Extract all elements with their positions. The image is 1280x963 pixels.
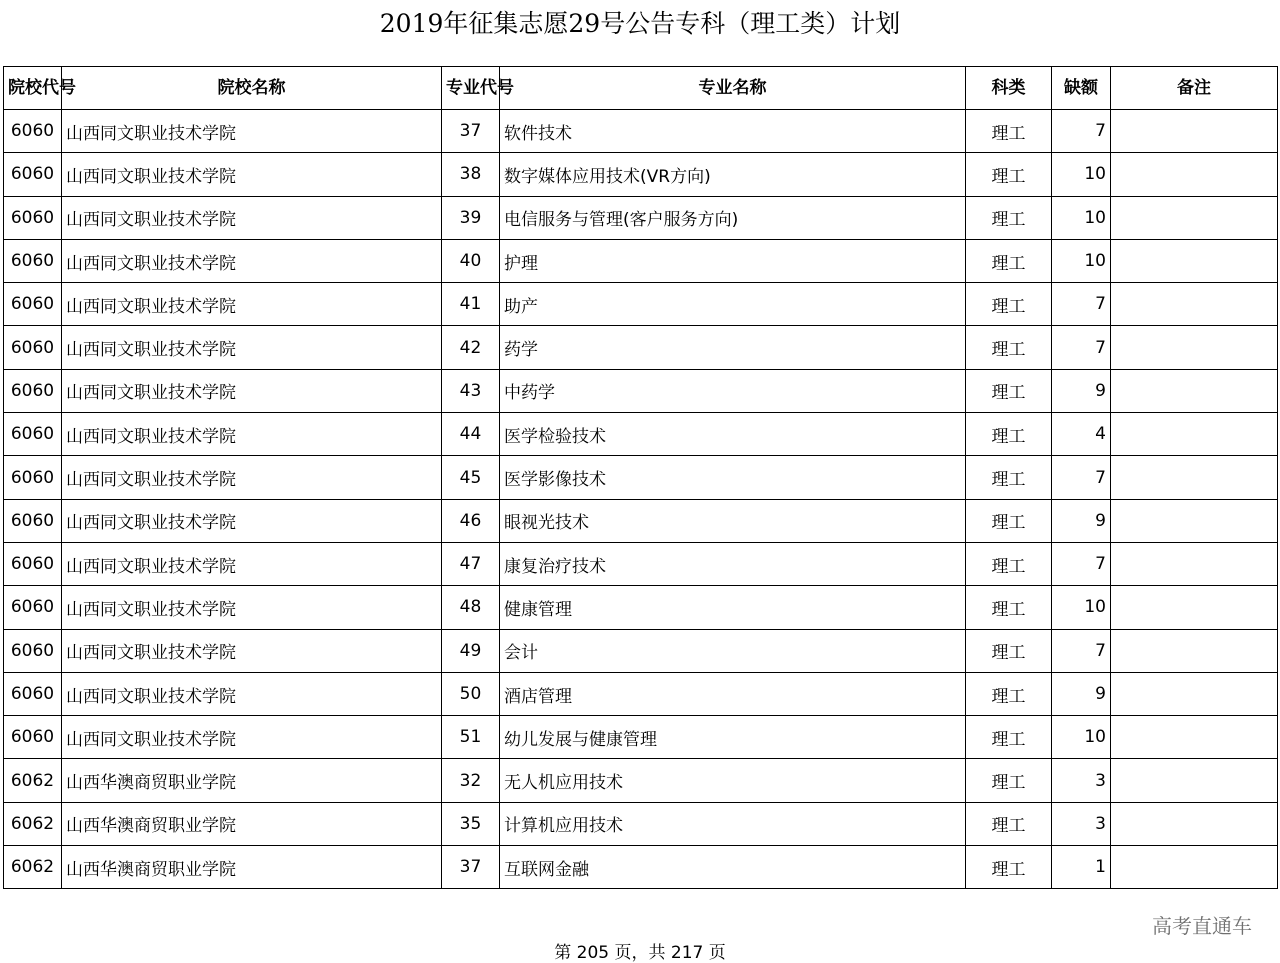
table-row [4,283,1278,326]
cell-major-code: 37 [442,846,500,889]
cell-school-code: 6060 [4,239,62,282]
cell-category: 理工 [966,110,1052,153]
table-row [4,456,1278,499]
cell-major-name: 康复治疗技术 [500,542,966,585]
header-category: 科类 [966,67,1052,110]
cell-school-code: 6062 [4,846,62,889]
table-row [4,153,1278,196]
cell-note [1111,629,1278,672]
cell-category: 理工 [966,629,1052,672]
cell-school-name: 山西同文职业技术学院 [62,369,442,412]
cell-school-code: 6062 [4,802,62,845]
cell-school-name: 山西同文职业技术学院 [62,629,442,672]
cell-school-code: 6060 [4,456,62,499]
table-row [4,326,1278,369]
header-major-code: 专业代号 [442,67,500,110]
cell-major-name: 计算机应用技术 [500,802,966,845]
cell-category: 理工 [966,196,1052,239]
cell-note [1111,326,1278,369]
cell-category: 理工 [966,456,1052,499]
cell-school-code: 6060 [4,672,62,715]
cell-quota: 7 [1052,326,1111,369]
header-major-name: 专业名称 [500,67,966,110]
cell-school-code: 6060 [4,110,62,153]
cell-major-name: 护理 [500,239,966,282]
cell-major-name: 无人机应用技术 [500,759,966,802]
cell-major-code: 47 [442,542,500,585]
cell-major-name: 软件技术 [500,110,966,153]
cell-note [1111,413,1278,456]
cell-major-name: 酒店管理 [500,672,966,715]
cell-note [1111,283,1278,326]
cell-category: 理工 [966,542,1052,585]
cell-quota: 7 [1052,629,1111,672]
table-row [4,586,1278,629]
table-header-row [4,67,1278,110]
cell-quota: 4 [1052,413,1111,456]
cell-school-name: 山西同文职业技术学院 [62,413,442,456]
header-note: 备注 [1111,67,1278,110]
cell-school-code: 6060 [4,586,62,629]
cell-quota: 1 [1052,846,1111,889]
cell-major-code: 35 [442,802,500,845]
cell-major-code: 51 [442,716,500,759]
cell-school-name: 山西同文职业技术学院 [62,153,442,196]
cell-category: 理工 [966,716,1052,759]
cell-category: 理工 [966,369,1052,412]
table-row [4,369,1278,412]
cell-note [1111,802,1278,845]
cell-note [1111,239,1278,282]
cell-note [1111,672,1278,715]
table-row [4,499,1278,542]
cell-category: 理工 [966,672,1052,715]
cell-quota: 10 [1052,586,1111,629]
cell-note [1111,716,1278,759]
cell-school-code: 6062 [4,759,62,802]
cell-quota: 3 [1052,802,1111,845]
cell-major-code: 45 [442,456,500,499]
table-row [4,542,1278,585]
cell-major-code: 39 [442,196,500,239]
table-row [4,239,1278,282]
cell-quota: 10 [1052,153,1111,196]
table-row [4,629,1278,672]
cell-quota: 7 [1052,110,1111,153]
cell-category: 理工 [966,153,1052,196]
page-title: 2019年征集志愿29号公告专科（理工类）计划 [379,9,901,38]
table-row [4,413,1278,456]
cell-school-name: 山西华澳商贸职业学院 [62,802,442,845]
table-row [4,846,1278,889]
cell-category: 理工 [966,802,1052,845]
cell-quota: 10 [1052,716,1111,759]
cell-category: 理工 [966,759,1052,802]
table-row [4,759,1278,802]
cell-school-code: 6060 [4,153,62,196]
cell-school-code: 6060 [4,499,62,542]
cell-school-name: 山西华澳商贸职业学院 [62,759,442,802]
cell-school-code: 6060 [4,283,62,326]
table-row [4,716,1278,759]
table-body [4,110,1278,889]
header-quota: 缺额 [1052,67,1111,110]
cell-quota: 9 [1052,369,1111,412]
cell-quota: 10 [1052,239,1111,282]
cell-major-name: 中药学 [500,369,966,412]
cell-category: 理工 [966,283,1052,326]
watermark-text: 高考直通车 [1152,914,1252,938]
cell-note [1111,456,1278,499]
table-row [4,110,1278,153]
page-footer: 第 205 页，共 217 页 [554,943,726,963]
table-row [4,802,1278,845]
cell-major-name: 药学 [500,326,966,369]
cell-school-name: 山西同文职业技术学院 [62,456,442,499]
cell-major-code: 40 [442,239,500,282]
table-row [4,196,1278,239]
cell-school-code: 6060 [4,369,62,412]
cell-major-code: 48 [442,586,500,629]
cell-major-name: 互联网金融 [500,846,966,889]
cell-quota: 7 [1052,542,1111,585]
cell-note [1111,110,1278,153]
cell-category: 理工 [966,846,1052,889]
cell-quota: 9 [1052,499,1111,542]
cell-major-name: 眼视光技术 [500,499,966,542]
cell-note [1111,846,1278,889]
cell-category: 理工 [966,413,1052,456]
cell-quota: 7 [1052,283,1111,326]
cell-school-name: 山西同文职业技术学院 [62,586,442,629]
cell-school-name: 山西同文职业技术学院 [62,542,442,585]
cell-school-name: 山西同文职业技术学院 [62,110,442,153]
cell-category: 理工 [966,326,1052,369]
cell-major-name: 医学检验技术 [500,413,966,456]
header-school-name: 院校名称 [62,67,442,110]
cell-major-name: 助产 [500,283,966,326]
cell-note [1111,153,1278,196]
cell-school-name: 山西华澳商贸职业学院 [62,846,442,889]
cell-major-code: 43 [442,369,500,412]
cell-major-name: 电信服务与管理(客户服务方向) [500,196,966,239]
cell-major-code: 38 [442,153,500,196]
cell-school-code: 6060 [4,629,62,672]
cell-school-name: 山西同文职业技术学院 [62,499,442,542]
cell-note [1111,759,1278,802]
cell-school-name: 山西同文职业技术学院 [62,239,442,282]
cell-school-code: 6060 [4,196,62,239]
cell-major-name: 数字媒体应用技术(VR方向) [500,153,966,196]
cell-major-code: 50 [442,672,500,715]
cell-school-code: 6060 [4,326,62,369]
cell-major-code: 46 [442,499,500,542]
cell-school-name: 山西同文职业技术学院 [62,326,442,369]
cell-school-code: 6060 [4,413,62,456]
cell-note [1111,586,1278,629]
cell-category: 理工 [966,586,1052,629]
cell-major-name: 医学影像技术 [500,456,966,499]
cell-note [1111,196,1278,239]
cell-school-code: 6060 [4,542,62,585]
cell-note [1111,369,1278,412]
cell-category: 理工 [966,239,1052,282]
cell-major-code: 42 [442,326,500,369]
table-row [4,672,1278,715]
cell-major-code: 32 [442,759,500,802]
cell-quota: 3 [1052,759,1111,802]
cell-major-code: 37 [442,110,500,153]
cell-note [1111,542,1278,585]
cell-major-code: 44 [442,413,500,456]
header-school-code: 院校代号 [4,67,62,110]
cell-school-name: 山西同文职业技术学院 [62,672,442,715]
cell-major-code: 49 [442,629,500,672]
cell-major-name: 幼儿发展与健康管理 [500,716,966,759]
cell-quota: 7 [1052,456,1111,499]
admission-plan-table [3,66,1278,889]
cell-note [1111,499,1278,542]
cell-quota: 10 [1052,196,1111,239]
cell-school-code: 6060 [4,716,62,759]
cell-school-name: 山西同文职业技术学院 [62,196,442,239]
cell-major-name: 会计 [500,629,966,672]
cell-category: 理工 [966,499,1052,542]
cell-major-name: 健康管理 [500,586,966,629]
cell-major-code: 41 [442,283,500,326]
cell-quota: 9 [1052,672,1111,715]
cell-school-name: 山西同文职业技术学院 [62,716,442,759]
cell-school-name: 山西同文职业技术学院 [62,283,442,326]
